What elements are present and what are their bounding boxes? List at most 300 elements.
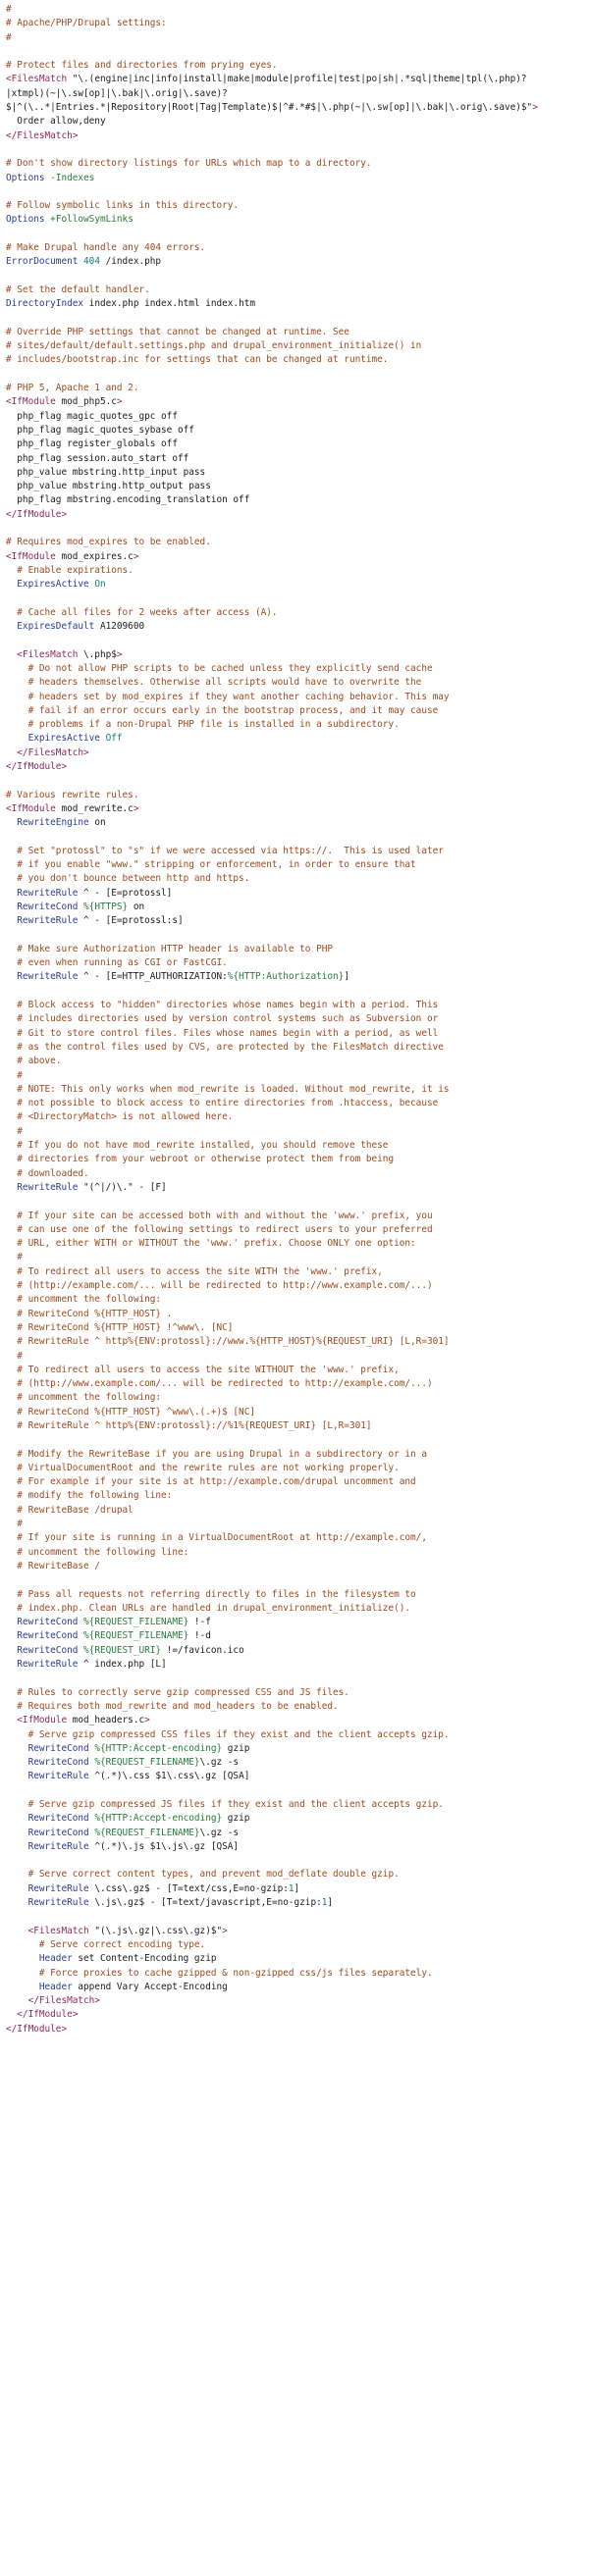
comment-token: # If your site can be accessed both with and without the 'www.' prefix, you [6,1210,433,1221]
tag-token: </IfModule> [6,2023,68,2035]
comment-token: # Don't show directory listings for URLs which map to a directory. [6,158,372,170]
text-token: ] [294,1882,300,1894]
text-token: php_flag magic_quotes_gpc off [6,410,178,422]
code-line [6,1798,583,1812]
code-line [6,1784,583,1798]
code-line [6,802,583,816]
comment-token: # even when running as CGI or FastCGI. [6,957,228,969]
text-token: on [88,817,106,829]
comment-token: # PHP 5, Apache 1 and 2. [6,383,139,394]
text-token: mod_headers.c [67,1715,145,1726]
code-line [6,662,583,676]
code-line [6,213,583,227]
text-token: \.gz -s [199,1757,240,1769]
code-line [6,297,583,311]
tag-token: <IfModule [6,802,56,814]
code-line [6,2023,583,2036]
code-line [6,3,583,17]
code-line [6,1083,583,1097]
comment-token: # [6,31,12,43]
text-token: mod_php5.c [55,396,117,408]
text-token: php_flag magic_quotes_sybase off [6,424,194,436]
code-line [6,872,583,886]
comment-token: # If you do not have mod_rewrite installed, you should remove these [6,1140,389,1152]
directive-token: RewriteRule [6,1897,89,1909]
code-line [6,1055,583,1068]
code-line [6,1364,583,1377]
comment-token: # headers themselves. Otherwise all scripts would have to overwrite the [6,677,422,689]
comment-token: # Protect files and directories from prying eyes. [6,60,278,72]
code-line [6,1910,583,1924]
comment-token: # URL, either WITH or WITHOUT the 'www.' prefix. Choose ONLY one option: [6,1238,416,1250]
code-line [6,1560,583,1573]
directive-token: ErrorDocument [6,256,79,268]
code-line [6,1377,583,1391]
code-line [6,1896,583,1910]
text-token: /index.php [99,256,162,268]
comment-token: # For example if your site is at http://example.com/drupal uncomment and [6,1476,416,1488]
code-line [6,1406,583,1419]
code-line [6,1489,583,1503]
code-line [6,1518,583,1531]
comment-token: # not possible to block access to entire directories from .htaccess, because [6,1098,439,1109]
code-line [6,1462,583,1475]
directive-token: RewriteRule [6,1840,89,1852]
code-line [6,395,583,409]
comment-token: # (http://example.com/... will be redirected to http://www.example.com/...) [6,1280,433,1292]
comment-token: # includes directories used by version control systems such as Subversion or [6,1013,439,1025]
tag-token: <IfModule [6,396,56,408]
code-line [6,1742,583,1756]
text-token: "(\.js\.gz|\.css\.gz)$" [88,1925,223,1936]
comment-token: # Override PHP settings that cannot be changed at runtime. See [6,326,349,337]
code-line [6,1531,583,1545]
code-line [6,578,583,592]
text-token: php_flag session.auto_start off [6,452,189,464]
comment-token: # <DirectoryMatch> is not allowed here. [6,1111,234,1123]
code-line [6,31,583,45]
directive-token: RewriteCond [6,1644,79,1656]
comment-token: # If your site is running in a VirtualDocumentRoot at http://example.com/, [6,1532,427,1544]
text-token: on [128,902,145,912]
comment-token: # sites/default/default.settings.php and drupal_environment_initialize() in [6,340,422,352]
code-line [6,901,583,914]
text-token: ^(.*)\.js $1\.js\.gz [QSA] [88,1840,240,1852]
directive-token: Header [6,1981,73,1992]
code-line [6,1097,583,1110]
comment-token: # Cache all files for 2 weeks after access (A). [6,606,278,618]
code-line [6,59,583,73]
code-line [6,1882,583,1896]
directive-token: Header [6,1953,73,1965]
comment-token: # [6,1252,23,1263]
code-line [6,943,583,956]
code-line [6,87,583,101]
code-line [6,789,583,802]
code-line [6,1827,583,1840]
comment-token: # Follow symbolic links in this directory. [6,200,240,212]
code-line [6,326,583,339]
comment-token: # Set "protossl" to "s" if we were accessed via https://. This is used later [6,845,444,856]
comment-token: # if you enable "www." stripping or enforcement, in order to ensure that [6,859,416,871]
text-token: ] [344,971,349,983]
tag-token: </IfModule> [6,761,68,773]
directive-token: RewriteCond [6,1757,89,1769]
code-line [6,704,583,718]
comment-token: # modify the following line: [6,1490,173,1502]
code-line [6,339,583,353]
code-line [6,1840,583,1854]
variable-token: %{REQUEST_FILENAME} [94,1757,200,1769]
tag-token: > [144,1715,150,1726]
code-line [6,410,583,424]
code-line [6,1854,583,1868]
comment-token: # RewriteBase / [6,1560,100,1571]
comment-token: # Serve correct content types, and prevent mod_deflate double gzip. [6,1869,400,1880]
comment-token: # Requires both mod_rewrite and mod_headers to be enabled. [6,1700,339,1712]
code-line [6,2008,583,2022]
code-line [6,536,583,549]
code-line [6,1391,583,1405]
code-line [6,816,583,830]
code-line [6,956,583,970]
comment-token: # Force proxies to cache gzipped & non-gzipped css/js files separately. [6,1967,433,1979]
directive-token: RewriteCond [6,1742,89,1754]
code-line [6,1223,583,1237]
code-line [6,1251,583,1264]
directive-token: RewriteRule [6,1771,89,1782]
comment-token: # [6,4,12,15]
comment-token: # index.php. Clean URLs are handled in drupal_environment_initialize(). [6,1602,411,1614]
text-token: php_value mbstring.http_input pass [6,466,206,478]
code-line [6,564,583,578]
code-line [6,1069,583,1083]
code-line [6,1644,583,1658]
directive-token: Options [6,214,45,226]
variable-token: %{HTTPS} [83,902,129,912]
code-line [6,1195,583,1209]
tag-token: <FilesMatch [6,74,68,85]
code-line [6,1027,583,1041]
code-line [6,493,583,507]
comment-token: # above. [6,1056,62,1067]
text-token: index.php index.html index.htm [83,298,256,310]
code-line [6,382,583,395]
code-line [6,1994,583,2008]
variable-token: %{REQUEST_FILENAME} [83,1617,189,1628]
comment-token: # [6,1069,23,1081]
code-line [6,887,583,901]
comment-token: # VirtualDocumentRoot and the rewrite rules are not working properly. [6,1462,400,1473]
code-line [6,1433,583,1447]
code-line [6,45,583,59]
code-line [6,1110,583,1124]
code-line [6,1293,583,1307]
code-line [6,115,583,129]
directive-token: RewriteRule [6,1181,79,1193]
text-token: mod_rewrite.c [55,802,134,814]
text-token: $|^(\..*|Entries.*|Repository|Root|Tag|Template)$|^#.*#$|\.php(~|\.sw[op]|\.bak|\.orig\.save)$" [6,102,533,114]
text-token: ^ - [E=protossl:s] [78,915,184,927]
directive-token: ExpiresActive [6,733,100,745]
text-token: append Vary Accept-Encoding [72,1981,228,1992]
code-line [6,452,583,466]
text-token: ^ - [E=HTTP_AUTHORIZATION: [78,971,228,983]
code-line [6,1350,583,1364]
text-token: \.gz -s [199,1827,240,1838]
code-line [6,831,583,845]
comment-token: # [6,1125,23,1137]
text-token: gzip [222,1742,250,1754]
code-line [6,157,583,171]
code-line [6,1925,583,1938]
text-token: php_flag register_globals off [6,438,178,450]
comment-token: # directories from your webroot or otherwise protect them from being [6,1154,395,1165]
comment-token: # Make sure Authorization HTTP header is available to PHP [6,943,334,954]
text-token: A1209600 [94,621,145,633]
code-line [6,1686,583,1700]
code-line [6,691,583,704]
code-line [6,1588,583,1602]
directive-token: RewriteRule [6,971,79,983]
code-line [6,480,583,493]
variable-token: %{REQUEST_FILENAME} [94,1827,200,1838]
code-line [6,1602,583,1616]
value-token: Off [105,733,123,745]
directive-token: ExpiresDefault [6,621,95,633]
text-token: |xtmpl)(~|\.sw[op]|\.bak|\.orig|\.save)? [6,87,228,99]
directive-token: RewriteRule [6,1659,79,1671]
comment-token: # Requires mod_expires to be enabled. [6,537,211,548]
text-token: mod_expires.c [55,550,134,562]
code-line [6,1181,583,1195]
code-line [6,620,583,634]
text-token: \.php$ [78,648,117,660]
code-line [6,1125,583,1139]
comment-token: # Do not allow PHP scripts to be cached unless they explicitly send cache [6,662,433,674]
text-token: ^ index.php [L] [78,1659,167,1671]
code-line [6,522,583,536]
comment-token: # Block access to "hidden" directories whose names begin with a period. This [6,1000,439,1011]
code-line [6,199,583,213]
text-token: "\.(engine|inc|info|install|make|module|profile|test|po|sh|.*sql|theme|tpl(\.php)? [67,74,527,85]
comment-token: # Serve correct encoding type. [6,1938,206,1950]
comment-token: # fail if an error occurs early in the bootstrap process, and it may cause [6,704,439,716]
code-line [6,718,583,732]
comment-token: # Rules to correctly serve gzip compressed CSS and JS files. [6,1686,349,1698]
code-line [6,1237,583,1251]
code-line [6,1139,583,1153]
code-line [6,270,583,283]
tag-token: </IfModule> [6,508,68,520]
code-line [6,1714,583,1727]
comment-token: # To redirect all users to access the site WITH the 'www.' prefix, [6,1265,383,1277]
text-token: php_value mbstring.http_output pass [6,481,211,492]
code-line [6,228,583,241]
code-line [6,17,583,30]
comment-token: # downloaded. [6,1167,89,1179]
code-line [6,1210,583,1223]
text-token: gzip [222,1813,250,1825]
directive-token: RewriteRule [6,1882,89,1894]
code-line [6,424,583,438]
value-token: On [94,579,106,591]
code-line [6,312,583,326]
tag-token: > [532,102,538,114]
code-line [6,255,583,269]
code-line [6,1475,583,1489]
variable-token: +FollowSymLinks [50,214,134,226]
value-token: 1 [288,1882,294,1894]
text-token: !-f [188,1617,211,1628]
code-line [6,1812,583,1826]
code-line [6,1279,583,1293]
directive-token: RewriteCond [6,902,79,912]
variable-token: %{REQUEST_URI} [83,1644,162,1656]
comment-token: # Various rewrite rules. [6,789,139,800]
text-token: set Content-Encoding gzip [72,1953,217,1965]
directive-token: Options [6,172,45,183]
tag-token: </FilesMatch> [6,747,89,758]
text-token: ] [327,1897,334,1909]
comment-token: # uncomment the following: [6,1392,162,1404]
code-line [6,353,583,367]
directive-token: DirectoryIndex [6,298,84,310]
tag-token: > [133,802,139,814]
comment-token: # RewriteCond %{HTTP_HOST} ^www\.(.+)$ [NC] [6,1406,255,1417]
comment-token: # To redirect all users to access the site WITHOUT the 'www.' prefix, [6,1364,400,1375]
code-line [6,1868,583,1881]
text-token: ^ - [E=protossl] [78,887,173,899]
code-line [6,172,583,185]
text-token: ^(.*)\.css $1\.css\.gz [QSA] [88,1771,250,1782]
comment-token: # Serve gzip compressed CSS files if they exist and the client accepts gzip. [6,1728,450,1740]
directive-token: RewriteRule [6,887,79,899]
comment-token: # Pass all requests not referring directly to files in the filesystem to [6,1588,416,1600]
code-line [6,592,583,605]
comment-token: # [6,1519,23,1530]
code-line [6,1700,583,1714]
tag-token: <FilesMatch [6,648,79,660]
tag-token: </IfModule> [6,2009,79,2021]
comment-token: # uncomment the following: [6,1294,162,1306]
code-line [6,1573,583,1587]
comment-token: # Make Drupal handle any 404 errors. [6,242,206,254]
text-token: !=/favicon.ico [161,1644,244,1656]
comment-token: # Serve gzip compressed JS files if they exist and the client accepts gzip. [6,1799,444,1810]
code-line [6,1938,583,1952]
comment-token: # as the control files used by CVS, are protected by the FilesMatch directive [6,1041,444,1053]
code-line [6,1153,583,1166]
code-line [6,368,583,382]
code-line [6,648,583,662]
comment-token: # uncomment the following line: [6,1546,189,1558]
value-token: 404 [83,256,100,268]
comment-token: # Apache/PHP/Drupal settings: [6,18,167,29]
comment-token: # headers set by mod_expires if they want another caching behavior. This may [6,691,450,702]
variable-token: %{HTTP:Accept-encoding} [94,1813,223,1825]
code-line [6,676,583,690]
code-line [6,845,583,858]
comment-token: # problems if a non-Drupal PHP file is installed in a subdirectory. [6,719,400,731]
code-line [6,143,583,157]
code-line [6,1728,583,1742]
comment-token: # RewriteRule ^ http%{ENV:protossl}://%1%{REQUEST_URI} [L,R=301] [6,1419,372,1431]
comment-token: # RewriteBase /drupal [6,1504,134,1516]
text-token: Order allow,deny [6,116,106,128]
code-line [6,1041,583,1055]
tag-token: > [133,550,139,562]
code-line [6,466,583,480]
code-line [6,73,583,86]
code-line [6,185,583,199]
code-line [6,1658,583,1672]
comment-token: # Set the default handler. [6,283,150,295]
tag-token: </FilesMatch> [6,129,79,141]
comment-token: # you don't bounce between http and https. [6,873,250,885]
code-line [6,858,583,872]
variable-token: -Indexes [50,172,95,183]
code-line [6,1770,583,1783]
value-token: 1 [321,1897,328,1909]
code-line [6,999,583,1012]
code-line [6,1265,583,1279]
comment-token: # can use one of the following settings to redirect users to your preferred [6,1223,433,1235]
code-line [6,1504,583,1518]
text-token: \.js\.gz$ - [T=text/javascript,E=no-gzip: [88,1897,322,1909]
code-line [6,985,583,999]
directive-token: ExpiresActive [6,579,89,591]
code-line [6,508,583,522]
code-line [6,101,583,115]
comment-token: # includes/bootstrap.inc for settings that can be changed at runtime. [6,354,389,366]
code-line [6,1308,583,1321]
code-line [6,732,583,746]
comment-token: # RewriteCond %{HTTP_HOST} . [6,1308,173,1319]
tag-token: <FilesMatch [6,1925,89,1936]
code-line [6,438,583,451]
code-line [6,1756,583,1770]
code-line [6,634,583,647]
directive-token: RewriteRule [6,915,79,927]
code-line [6,1952,583,1966]
comment-token: # Enable expirations. [6,564,134,576]
code-line [6,914,583,928]
code-line [6,1616,583,1629]
directive-token: RewriteCond [6,1630,79,1642]
code-line [6,1448,583,1462]
tag-token: > [222,1925,228,1936]
variable-token: %{REQUEST_FILENAME} [83,1630,189,1642]
code-line [6,747,583,760]
code-line [6,774,583,788]
directive-token: RewriteCond [6,1827,89,1838]
variable-token: %{HTTP:Authorization} [227,971,345,983]
tag-token: <IfModule [6,1715,68,1726]
code-line [6,1167,583,1181]
code-line [6,929,583,943]
code-line [6,129,583,143]
comment-token: # Modify the RewriteBase if you are using Drupal in a subdirectory or in a [6,1448,427,1460]
directive-token: RewriteCond [6,1617,79,1628]
code-line [6,1012,583,1026]
comment-token: # RewriteCond %{HTTP_HOST} !^www\. [NC] [6,1321,234,1333]
comment-token: # NOTE: This only works when mod_rewrite is loaded. Without mod_rewrite, it is [6,1083,450,1095]
code-line [6,1629,583,1643]
text-token: !-d [188,1630,211,1642]
code-line [6,1419,583,1433]
code-line [6,606,583,620]
